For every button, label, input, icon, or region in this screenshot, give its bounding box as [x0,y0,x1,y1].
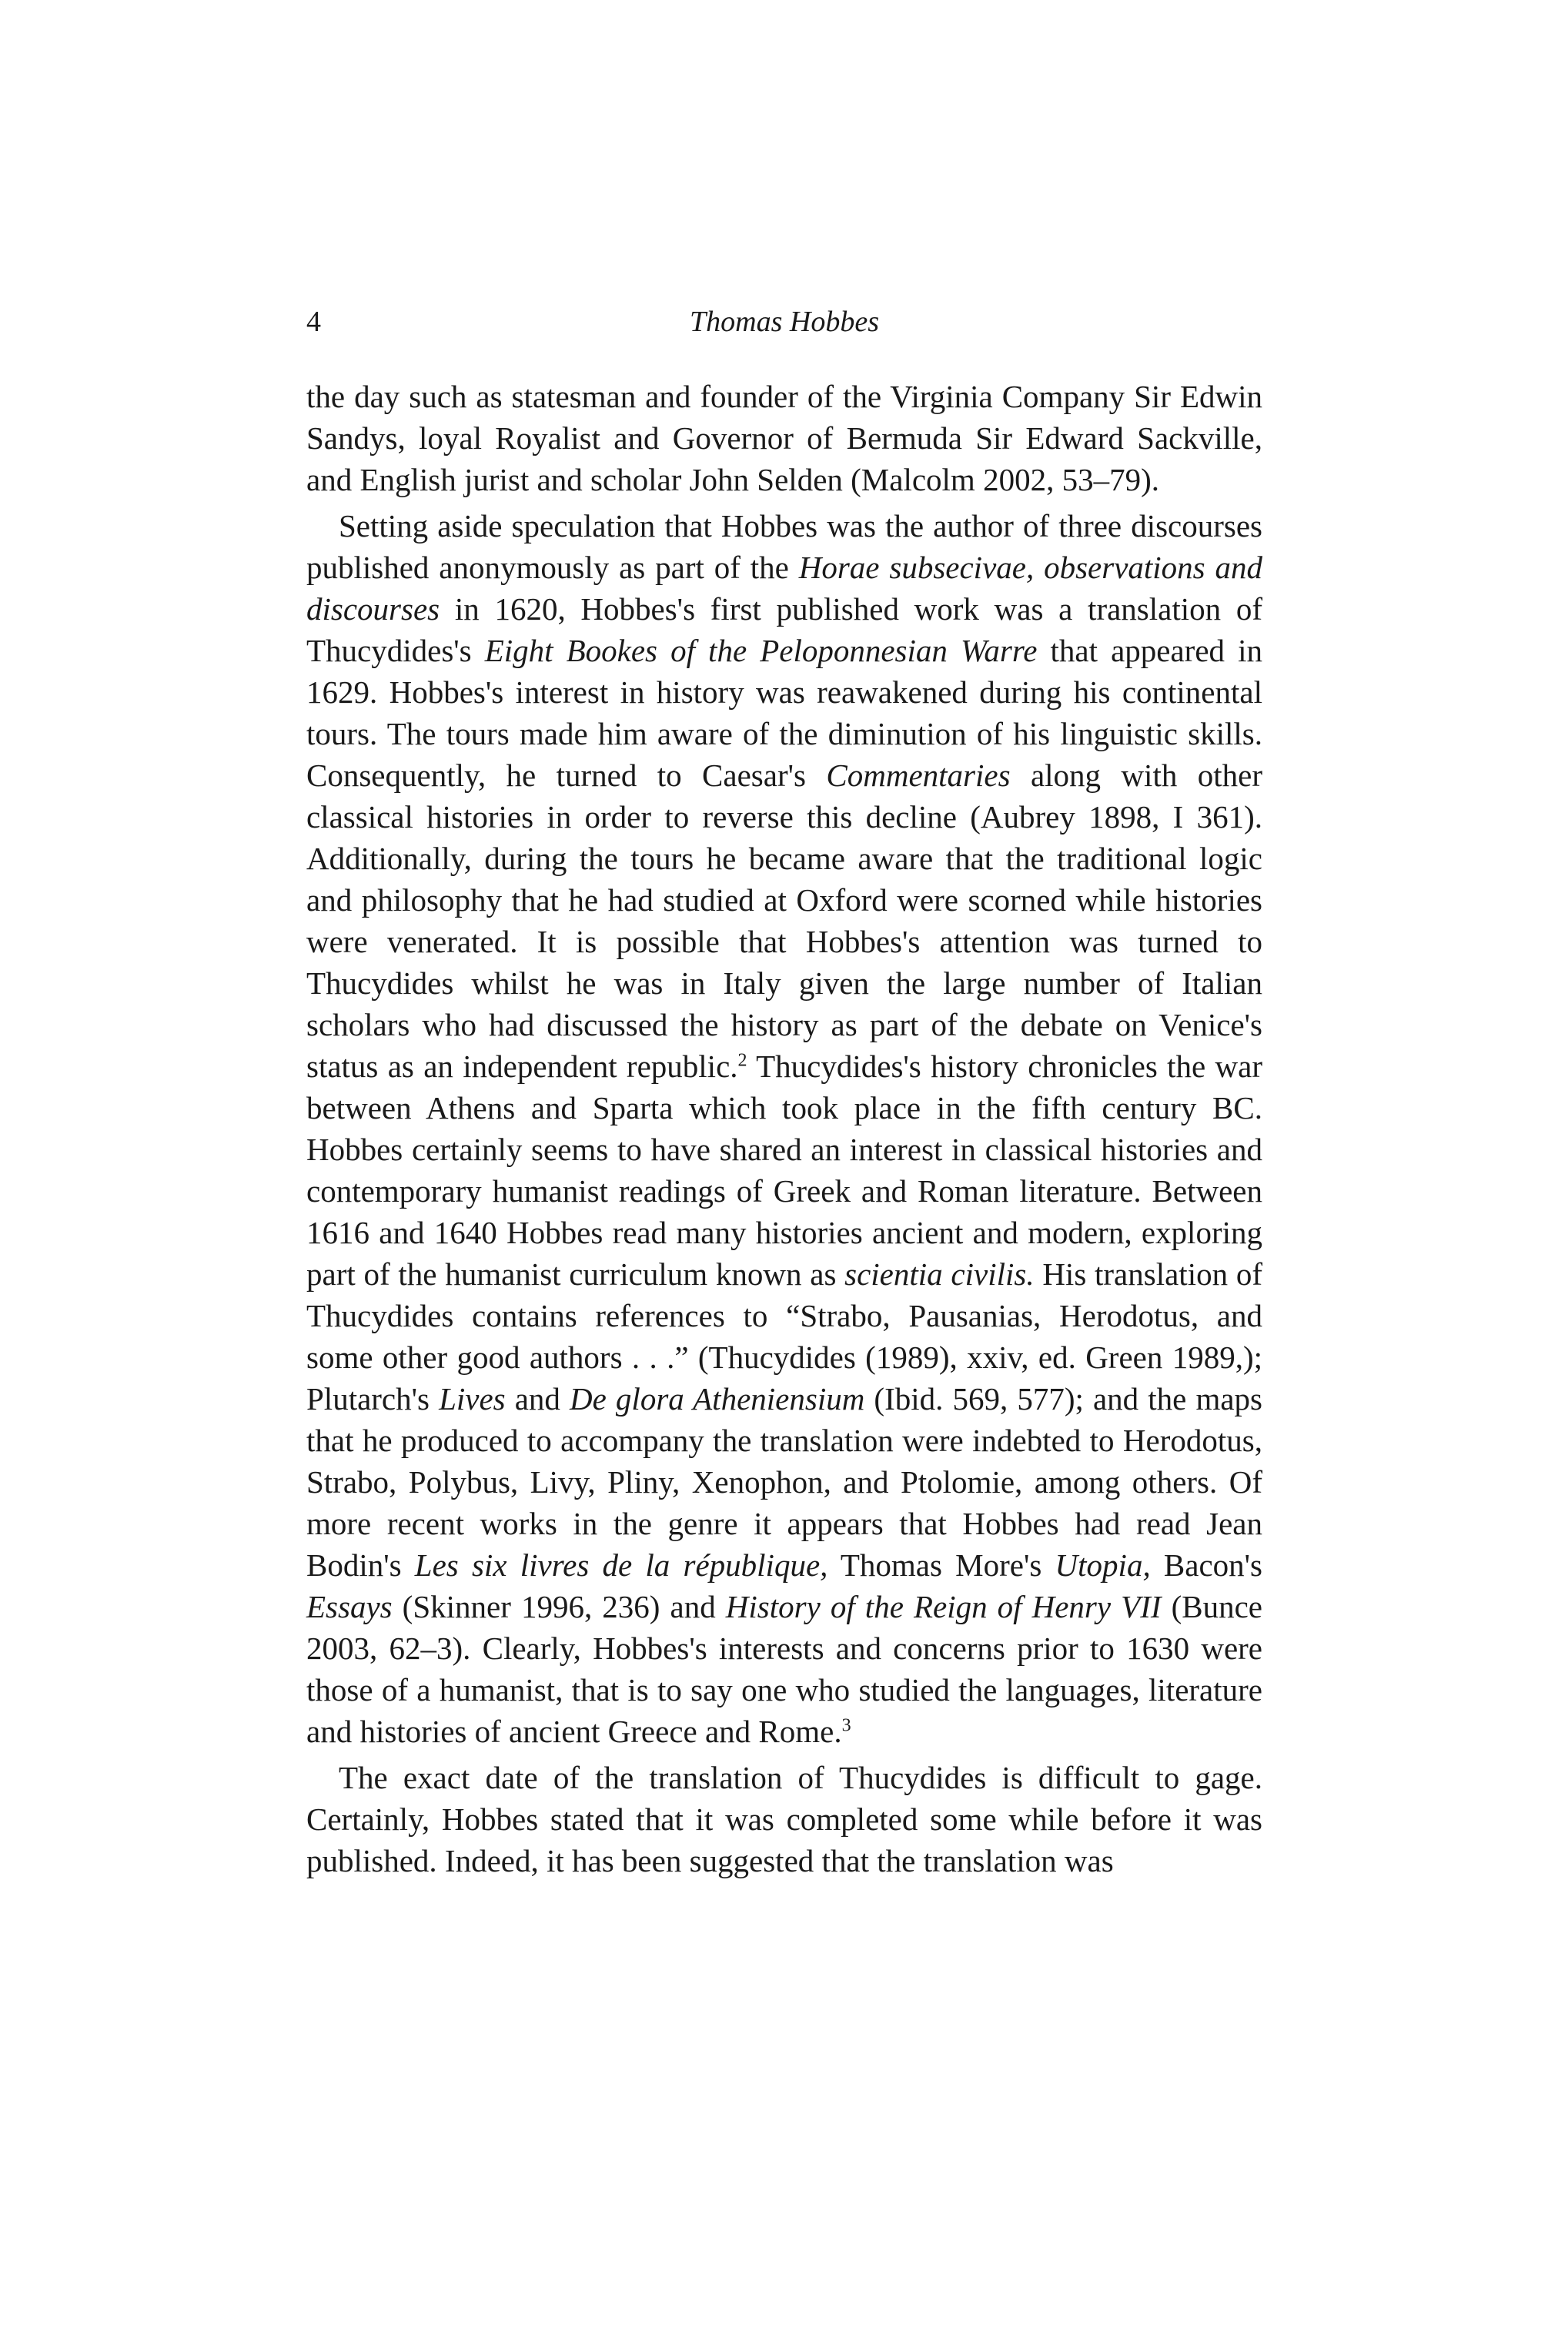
footnote-marker: 3 [841,1715,851,1736]
text-run: in 1620, Hobbes's first published work was a translation of Thucydides's [306,591,1262,668]
text-run: and [505,1381,570,1417]
text-run: Thomas More's [827,1547,1055,1583]
italic-title-lives: Lives [439,1381,506,1417]
italic-title-de-glora: De glora Atheniensium [570,1381,865,1417]
text-run: Bacon's [1150,1547,1262,1583]
text-run: (Bunce 2003, 62–3). Clearly, Hobbes's interests and concerns prior to 1630 were those of a humanist, that is to say one who studied the languages, literature and histories of ancient Greece and Rome. [306,1589,1262,1749]
text-run: along with other classical histories in order to reverse this decline (Aubrey 1898, I 361). Additionally, during the tours he became aware that the traditional logic and philosophy that he had studied at Oxford were scorned while histories were venerated. It is possible that Hobbes's attention was turned to Thucydides whilst he was in Italy given the large number of Italian scholars who had discussed the history as part of the debate on Venice's status as an independent republic. [306,758,1262,1084]
body-text [306,376,1262,1886]
footnote-marker: 2 [737,1050,747,1071]
text-run: Thucydides's history chronicles the war between Athens and Sparta which took place in the fifth century BC. Hobbes certainly seems to have shared an interest in classical histories and contemporary humanist readings of Greek and Roman literature. Between 1616 and 1640 Hobbes read many histories ancient and modern, exploring part of the humanist curriculum known as [306,1049,1262,1292]
running-head: Thomas Hobbes [690,306,879,338]
italic-title-commentaries: Commentaries [826,758,1011,793]
italic-title-peloponnesian-warre: Eight Bookes of the Peloponnesian Warre [484,633,1038,668]
italic-title-essays: Essays [306,1589,393,1624]
italic-term-scientia-civilis: scientia civilis. [844,1256,1035,1292]
text-run: The exact date of the translation of Thucydides is difficult to gage. Certainly, Hobbes stated that it was completed some while before it was published. Indeed, it has been suggested that the translation was [306,1760,1262,1878]
paragraph-3 [306,1757,1262,1881]
page-header [306,299,1262,345]
text-run: the day such as statesman and founder of the Virginia Company Sir Edwin Sandys, loyal Royalist and Governor of Bermuda Sir Edward Sackville, and English jurist and scholar John Selden (Malcolm 2002, 53–79). [306,379,1262,497]
text-run: Setting aside speculation that Hobbes was the author of three discourses published anonymously as part of the [306,508,1262,585]
page-number: 4 [306,306,321,338]
italic-title-horae: Horae subsecivae, observations and discourses [306,550,1262,627]
italic-title-utopia: Utopia, [1055,1547,1151,1583]
italic-title-six-livres: Les six livres de la république, [414,1547,828,1583]
paragraph-2 [306,505,1262,1752]
italic-title-henry-vii: History of the Reign of Henry VII [725,1589,1162,1624]
text-run: (Ibid. 569, 577); and the maps that he produced to accompany the translation were indebted to Herodotus, Strabo, Polybus, Livy, Pliny, Xenophon, and Ptolomie, among others. Of more recent works in the genre it appears that Hobbes had read Jean Bodin's [306,1381,1262,1583]
text-run: that appeared in 1629. Hobbes's interest in history was reawakened during his continental tours. The tours made him aware of the diminution of his linguistic skills. Consequently, he turned to Caesar's [306,633,1262,793]
text-run: (Skinner 1996, 236) and [392,1589,726,1624]
text-run: His translation of Thucydides contains references to “Strabo, Pausanias, Herodotus, and some other good authors . . .” (Thucydides (1989), xxiv, ed. Green 1989,); Plutarch's [306,1256,1262,1417]
paragraph-1 [306,376,1262,500]
